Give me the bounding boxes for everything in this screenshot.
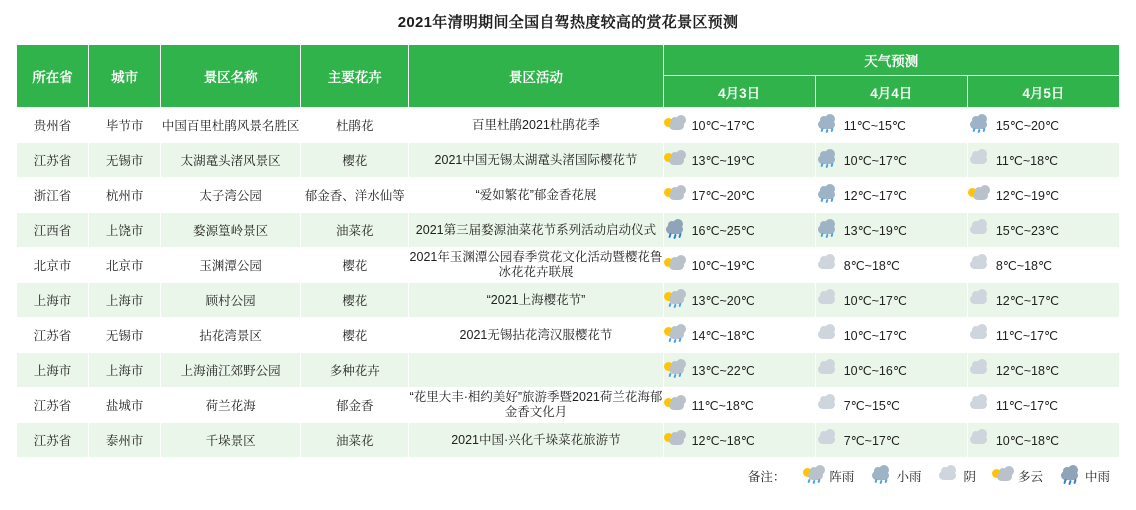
temperature-range: 10℃~17℃ (691, 118, 755, 133)
cell-province: 江苏省 (17, 318, 89, 353)
zhongyu-icon (664, 222, 686, 238)
cell-city: 无锡市 (89, 143, 161, 178)
cell-weather-day-3 (967, 143, 1119, 178)
cell-weather-day-1 (663, 283, 815, 318)
cell-flower: 油菜花 (301, 423, 409, 458)
cell-flower: 樱花 (301, 318, 409, 353)
cell-scenic: 拈花湾景区 (161, 318, 301, 353)
cell-activity: 百里杜鹃2021杜鹃花季 (409, 108, 663, 143)
yin-icon (816, 327, 838, 343)
cell-province: 江苏省 (17, 388, 89, 423)
zhenyu-icon (664, 362, 686, 378)
yin-icon (816, 257, 838, 273)
cell-city: 上海市 (89, 283, 161, 318)
table-row (17, 353, 1120, 388)
cell-weather-day-1 (663, 318, 815, 353)
temperature-range: 11℃~17℃ (995, 328, 1059, 343)
table-row (17, 108, 1120, 143)
cell-province: 江苏省 (17, 143, 89, 178)
cell-flower: 樱花 (301, 283, 409, 318)
cell-activity: 2021年玉渊潭公园春季赏花文化活动暨樱花鲁冰花花卉联展 (409, 248, 663, 283)
duoyun-icon (664, 397, 686, 413)
cell-weather-day-3 (967, 248, 1119, 283)
yin-icon (968, 397, 990, 413)
yin-icon (968, 362, 990, 378)
cell-city: 盐城市 (89, 388, 161, 423)
cell-flower: 郁金香 (301, 388, 409, 423)
zhenyu-icon (803, 468, 825, 484)
cell-city: 无锡市 (89, 318, 161, 353)
cell-province: 江西省 (17, 213, 89, 248)
cell-activity: “2021上海樱花节” (409, 283, 663, 318)
cell-weather-day-2 (815, 143, 967, 178)
temperature-range: 12℃~17℃ (843, 188, 907, 203)
header-day-1: 4月3日 (663, 76, 815, 108)
legend-item (803, 467, 854, 485)
yin-icon (968, 432, 990, 448)
cell-city: 杭州市 (89, 178, 161, 213)
header-province: 所在省 (17, 45, 89, 108)
table-row (17, 178, 1120, 213)
cell-activity: 2021中国无锡太湖鼋头渚国际樱花节 (409, 143, 663, 178)
temperature-range: 13℃~20℃ (691, 293, 755, 308)
cell-city: 毕节市 (89, 108, 161, 143)
cell-scenic: 荷兰花海 (161, 388, 301, 423)
cell-province: 江苏省 (17, 423, 89, 458)
xiaoyu-icon (816, 222, 838, 238)
temperature-range: 11℃~15℃ (843, 118, 906, 133)
legend-items (803, 467, 1110, 485)
temperature-range: 10℃~18℃ (995, 433, 1059, 448)
temperature-range: 10℃~17℃ (843, 153, 907, 168)
temperature-range: 14℃~18℃ (691, 328, 755, 343)
xiaoyu-icon (816, 152, 838, 168)
temperature-range: 10℃~17℃ (843, 293, 907, 308)
xiaoyu-icon (870, 468, 892, 484)
legend-note-label: 备注： (747, 470, 786, 484)
yin-icon (968, 222, 990, 238)
duoyun-icon (664, 117, 686, 133)
yin-icon (816, 397, 838, 413)
cell-weather-day-2 (815, 178, 967, 213)
cell-weather-day-3 (967, 388, 1119, 423)
temperature-range: 16℃~25℃ (691, 223, 755, 238)
header-day-3: 4月5日 (967, 76, 1119, 108)
temperature-range: 7℃~15℃ (843, 398, 900, 413)
temperature-range: 7℃~17℃ (843, 433, 900, 448)
header-scenic: 景区名称 (161, 45, 301, 108)
cell-activity: “花里大丰·相约美好”旅游季暨2021荷兰花海郁金香文化月 (409, 388, 663, 423)
temperature-range: 10℃~17℃ (843, 328, 907, 343)
temperature-range: 13℃~19℃ (691, 153, 755, 168)
legend-item (1059, 467, 1110, 485)
legend-label: 阴 (963, 470, 976, 484)
cell-weather-day-3 (967, 423, 1119, 458)
cell-scenic: 玉渊潭公园 (161, 248, 301, 283)
cell-scenic: 千垛景区 (161, 423, 301, 458)
yin-icon (968, 152, 990, 168)
cell-scenic: 上海浦江郊野公园 (161, 353, 301, 388)
cell-weather-day-2 (815, 388, 967, 423)
legend-footer (0, 467, 1136, 485)
cell-weather-day-1 (663, 353, 815, 388)
yin-icon (816, 362, 838, 378)
cell-weather-day-1 (663, 248, 815, 283)
cell-weather-day-1 (663, 423, 815, 458)
legend-label: 多云 (1017, 470, 1043, 484)
cell-scenic: 顾村公园 (161, 283, 301, 318)
cell-weather-day-3 (967, 108, 1119, 143)
cell-province: 上海市 (17, 353, 89, 388)
legend-label: 阵雨 (829, 470, 855, 484)
table-row (17, 283, 1120, 318)
temperature-range: 12℃~18℃ (691, 433, 755, 448)
cell-weather-day-2 (815, 108, 967, 143)
cell-weather-day-3 (967, 283, 1119, 318)
cell-province: 上海市 (17, 283, 89, 318)
temperature-range: 11℃~18℃ (995, 153, 1059, 168)
table-row (17, 248, 1120, 283)
cell-activity (409, 353, 663, 388)
cell-flower: 樱花 (301, 248, 409, 283)
temperature-range: 15℃~20℃ (995, 118, 1059, 133)
cell-scenic: 中国百里杜鹃风景名胜区 (161, 108, 301, 143)
cell-weather-day-1 (663, 388, 815, 423)
table-row (17, 318, 1120, 353)
zhongyu-icon (1059, 468, 1081, 484)
cell-activity: 2021中国·兴化千垛菜花旅游节 (409, 423, 663, 458)
yin-icon (816, 292, 838, 308)
legend-label: 中雨 (1084, 470, 1110, 484)
cell-flower: 樱花 (301, 143, 409, 178)
cell-province: 浙江省 (17, 178, 89, 213)
header-flower: 主要花卉 (301, 45, 409, 108)
table-row (17, 143, 1120, 178)
table-body (17, 108, 1120, 458)
temperature-range: 8℃~18℃ (995, 258, 1053, 273)
temperature-range: 11℃~18℃ (691, 398, 754, 413)
duoyun-icon (992, 468, 1014, 484)
temperature-range: 12℃~17℃ (995, 293, 1059, 308)
cell-city: 上饶市 (89, 213, 161, 248)
table-row (17, 213, 1120, 248)
cell-weather-day-3 (967, 178, 1119, 213)
cell-scenic: 太湖鼋头渚风景区 (161, 143, 301, 178)
cell-city: 上海市 (89, 353, 161, 388)
cell-weather-day-2 (815, 353, 967, 388)
header-activity: 景区活动 (409, 45, 663, 108)
legend-item (992, 467, 1043, 485)
legend-item (870, 467, 921, 485)
duoyun-icon (664, 432, 686, 448)
cell-province: 贵州省 (17, 108, 89, 143)
cell-activity: 2021第三届婺源油菜花节系列活动启动仪式 (409, 213, 663, 248)
xiaoyu-icon (968, 117, 990, 133)
cell-weather-day-1 (663, 213, 815, 248)
cell-weather-day-2 (815, 423, 967, 458)
duoyun-icon (664, 257, 686, 273)
yin-icon (968, 292, 990, 308)
cell-province: 北京市 (17, 248, 89, 283)
cell-flower: 郁金香、洋水仙等 (301, 178, 409, 213)
table-row (17, 388, 1120, 423)
yin-icon (816, 432, 838, 448)
table-header (17, 45, 1120, 108)
temperature-range: 17℃~20℃ (691, 188, 755, 203)
cell-flower: 杜鹃花 (301, 108, 409, 143)
temperature-range: 15℃~23℃ (995, 223, 1059, 238)
temperature-range: 8℃~18℃ (843, 258, 900, 273)
page-title: 2021年清明期间全国自驾热度较高的赏花景区预测 (397, 14, 739, 31)
cell-flower: 多种花卉 (301, 353, 409, 388)
cell-city: 泰州市 (89, 423, 161, 458)
header-weather: 天气预测 (663, 45, 1119, 76)
cell-flower: 油菜花 (301, 213, 409, 248)
cell-weather-day-2 (815, 283, 967, 318)
xiaoyu-icon (816, 117, 838, 133)
table-row (17, 423, 1120, 458)
temperature-range: 13℃~19℃ (843, 223, 907, 238)
cell-activity: “爱如繁花”郁金香花展 (409, 178, 663, 213)
cell-weather-day-1 (663, 143, 815, 178)
zhenyu-icon (664, 327, 686, 343)
cell-weather-day-2 (815, 318, 967, 353)
legend-label: 小雨 (896, 470, 922, 484)
duoyun-icon (664, 152, 686, 168)
yin-icon (968, 327, 990, 343)
cell-weather-day-3 (967, 213, 1119, 248)
temperature-range: 13℃~22℃ (691, 363, 755, 378)
duoyun-icon (664, 187, 686, 203)
cell-city: 北京市 (89, 248, 161, 283)
header-city: 城市 (89, 45, 161, 108)
xiaoyu-icon (816, 187, 838, 203)
zhenyu-icon (664, 292, 686, 308)
cell-weather-day-1 (663, 178, 815, 213)
temperature-range: 10℃~19℃ (691, 258, 755, 273)
temperature-range: 11℃~17℃ (995, 398, 1059, 413)
cell-scenic: 婺源篁岭景区 (161, 213, 301, 248)
cell-weather-day-3 (967, 318, 1119, 353)
cell-activity: 2021无锡拈花湾汉服樱花节 (409, 318, 663, 353)
cell-scenic: 太子湾公园 (161, 178, 301, 213)
temperature-range: 12℃~19℃ (995, 188, 1059, 203)
yin-icon (968, 257, 990, 273)
cell-weather-day-1 (663, 108, 815, 143)
legend-item (937, 467, 976, 485)
cell-weather-day-2 (815, 248, 967, 283)
temperature-range: 10℃~16℃ (843, 363, 907, 378)
cell-weather-day-3 (967, 353, 1119, 388)
duoyun-icon (968, 187, 990, 203)
cell-weather-day-2 (815, 213, 967, 248)
temperature-range: 12℃~18℃ (995, 363, 1059, 378)
header-day-2: 4月4日 (815, 76, 967, 108)
scenic-weather-table (16, 44, 1120, 458)
yin-icon (937, 468, 959, 484)
